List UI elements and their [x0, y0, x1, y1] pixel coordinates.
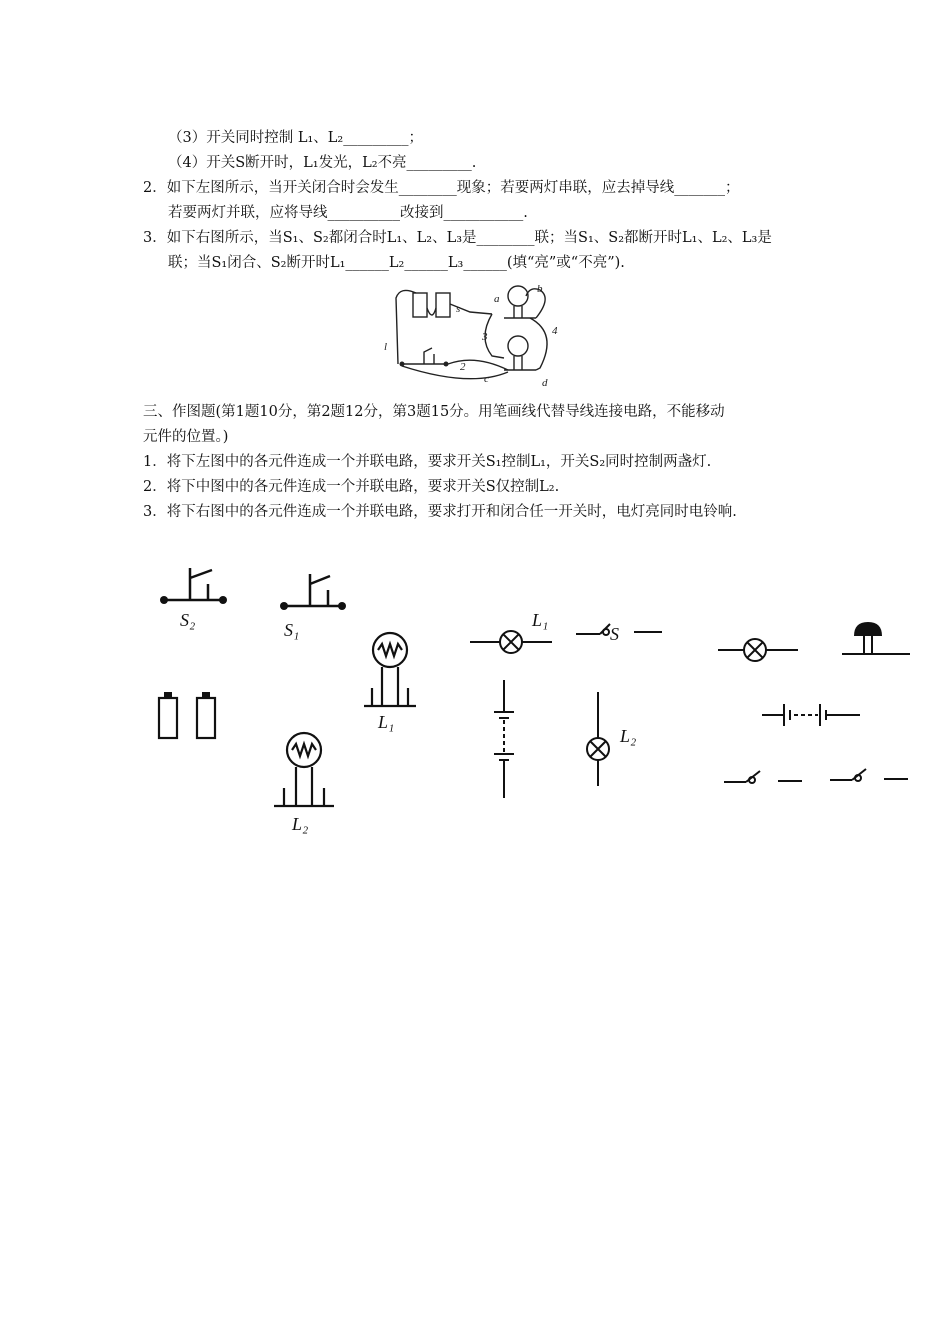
label-l2-left: L₂: [292, 814, 309, 834]
label-3: 3: [482, 331, 488, 343]
bell-right: [834, 618, 914, 664]
label-l1-middle: L₁: [532, 610, 549, 630]
label-s1: S₁: [284, 620, 300, 640]
section3-task1: 1．将下左图中的各元件连成一个并联电路，要求开关S₁控制L₁，开关S₂同时控制两盏灯.: [143, 454, 712, 470]
switch-s-symbol: [570, 612, 670, 652]
switch-s1: [270, 566, 360, 646]
q3-line1: 3．如下右图所示，当S₁、S₂都闭合时L₁、L₂、L₃是________联；当S₁、S₂都断开时L₁、L₂、L₃是: [143, 230, 772, 246]
label-s-middle: S: [610, 624, 619, 644]
circuit-figure: [380, 278, 580, 393]
label-b: b: [537, 283, 543, 295]
battery-cell-2: [436, 293, 450, 317]
lamp-right: [714, 628, 804, 674]
switch-s2: [150, 560, 240, 640]
section3-heading-2: 元件的位置。): [143, 429, 229, 445]
label-l: l: [384, 341, 388, 353]
label-s: s: [456, 303, 461, 315]
q1-item3: （3）开关同时控制 L₁、L₂_________；: [168, 130, 423, 146]
q2-line2: 若要两灯并联，应将导线__________改接到___________.: [168, 205, 528, 221]
label-4: 4: [552, 325, 558, 337]
battery-vertical: [486, 676, 522, 802]
section3-task3: 3．将下右图中的各元件连成一个并联电路，要求打开和闭合任一开关时，电灯亮同时电铃响.: [143, 504, 737, 520]
q1-item4: （4）开关S断开时，L₁发光，L₂不亮_________.: [168, 155, 477, 171]
label-l2-middle: L₂: [620, 726, 637, 746]
lamp-middle: [508, 336, 528, 356]
section3-task2: 2．将下中图中的各元件连成一个并联电路，要求开关S仅控制L₂.: [143, 479, 560, 495]
circuit-drawing: [380, 278, 580, 393]
label-a: a: [494, 293, 500, 305]
battery-right: [756, 698, 866, 732]
label-s2: S₂: [180, 610, 196, 630]
label-2: 2: [460, 361, 466, 373]
lamp-l1-socket: [352, 628, 432, 738]
lamp-l2-socket: [266, 730, 346, 840]
battery-cell-1: [413, 293, 427, 317]
lamp-top: [508, 286, 528, 306]
q3-line2: 联；当S₁闭合、S₂断开时L₁______L₂______L₃______(填“亮”或“不亮”).: [168, 255, 625, 271]
lamp-l2-symbol: [576, 688, 666, 788]
q2-line1: 2．如下左图所示，当开关闭合时会发生________现象；若要两灯串联，应去掉导线_______；: [143, 180, 740, 196]
lamp-l1-symbol: [466, 608, 566, 664]
switch-right-1: [720, 762, 810, 792]
switch-right-2: [826, 760, 916, 790]
label-l1-left: L₁: [378, 712, 395, 732]
section3-heading-1: 三、作图题(第1题10分，第2题12分，第3题15分。用笔画线代替导线连接电路，不能移动: [143, 404, 725, 420]
label-c: c: [484, 373, 489, 385]
battery-pair: [150, 688, 230, 744]
label-d: d: [542, 377, 548, 389]
